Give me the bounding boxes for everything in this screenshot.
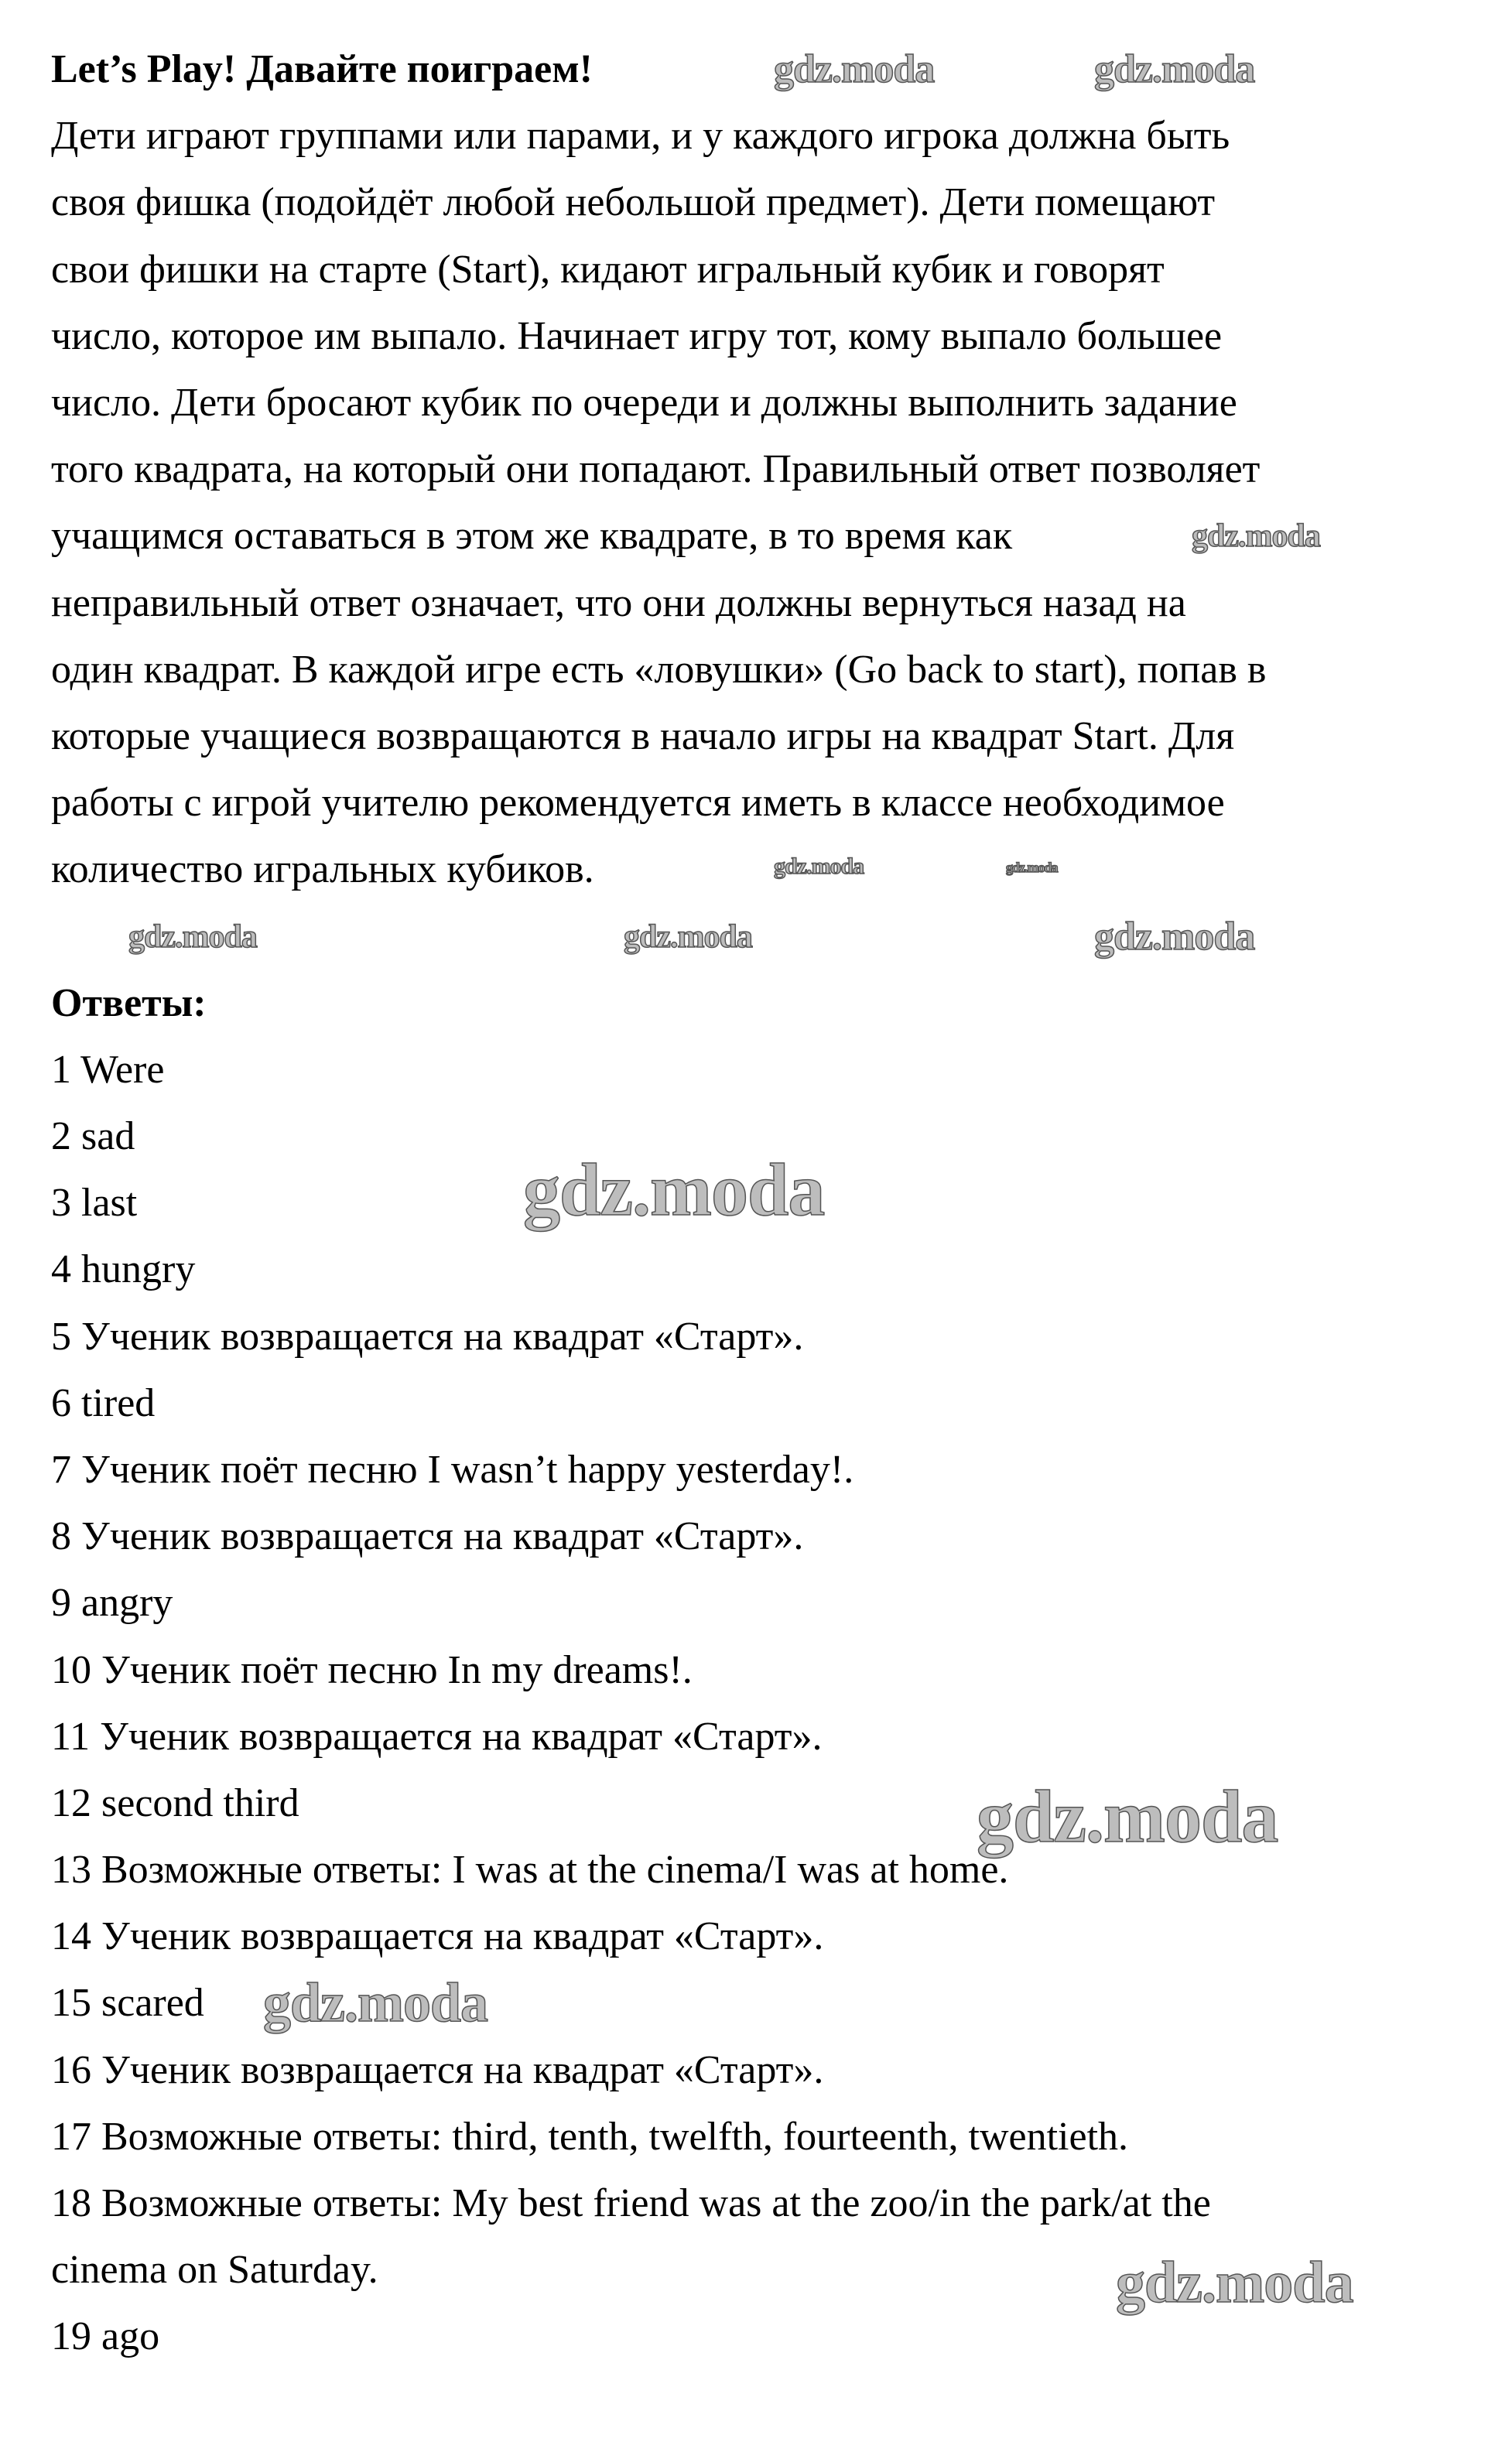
watermark: gdz.moda xyxy=(774,853,864,879)
intro-line: учащимся оставаться в этом же квадрате, в то время как xyxy=(51,514,1013,559)
watermark: gdz.moda xyxy=(128,919,257,955)
answer-item: 1 Were xyxy=(51,1047,165,1092)
answer-item: 7 Ученик поёт песню I wasn’t happy yesterday!. xyxy=(51,1447,854,1492)
intro-line: количество игральных кубиков. xyxy=(51,847,594,892)
answer-item: 5 Ученик возвращается на квадрат «Старт». xyxy=(51,1314,804,1359)
answers-heading: Ответы: xyxy=(51,980,207,1025)
intro-line: свои фишки на старте (Start), кидают игральный кубик и говорят xyxy=(51,247,1165,292)
intro-line: неправильный ответ означает, что они должны вернуться назад на xyxy=(51,580,1186,625)
page-title: Let’s Play! Давайте поиграем! xyxy=(51,47,593,91)
watermark: gdz.moda xyxy=(523,1148,825,1231)
answer-item: 8 Ученик возвращается на квадрат «Старт». xyxy=(51,1514,804,1559)
intro-line: работы с игрой учителю рекомендуется иметь в классе необходимое xyxy=(51,781,1225,826)
answers-list xyxy=(0,1037,1512,2371)
answer-item: 4 hungry xyxy=(51,1247,196,1292)
answer-item: 19 ago xyxy=(51,2314,160,2359)
answer-item: 15 scared xyxy=(51,1981,204,2026)
watermark: gdz.moda xyxy=(624,919,752,955)
watermark: gdz.moda xyxy=(1094,47,1255,91)
answer-item: 11 Ученик возвращается на квадрат «Старт». xyxy=(51,1714,823,1759)
intro-line: число. Дети бросают кубик по очереди и должны выполнить задание xyxy=(51,380,1237,425)
answer-item: 12 second third xyxy=(51,1780,299,1825)
answer-item: 10 Ученик поёт песню In my dreams!. xyxy=(51,1647,693,1692)
answer-item-continuation: cinema on Saturday. xyxy=(51,2248,378,2293)
intro-paragraph xyxy=(0,103,1512,903)
watermark: gdz.moda xyxy=(774,47,935,91)
answer-item: 9 angry xyxy=(51,1581,173,1626)
answer-item: 18 Возможные ответы: My best friend was at the zoo/in the park/at the xyxy=(51,2181,1211,2225)
watermark: gdz.moda xyxy=(977,1775,1278,1858)
intro-line: которые учащиеся возвращаются в начало игры на квадрат Start. Для xyxy=(51,713,1235,758)
watermark: gdz.moda xyxy=(1094,915,1255,959)
watermark: gdz.moda xyxy=(263,1972,488,2033)
intro-line: Дети играют группами или парами, и у каждого игрока должна быть xyxy=(51,114,1230,159)
answer-item: 3 last xyxy=(51,1181,138,1226)
intro-line: число, которое им выпало. Начинает игру тот, кому выпало большее xyxy=(51,313,1223,358)
answer-item: 2 sad xyxy=(51,1114,135,1158)
answer-item: 14 Ученик возвращается на квадрат «Старт». xyxy=(51,1914,824,1959)
answer-item: 6 tired xyxy=(51,1380,156,1425)
answer-item: 13 Возможные ответы: I was at the cinema/I was at home. xyxy=(51,1848,1009,1893)
answer-item: 16 Ученик возвращается на квадрат «Старт». xyxy=(51,2047,824,2092)
intro-line: своя фишка (подойдёт любой небольшой предмет). Дети помещают xyxy=(51,180,1216,225)
answer-item: 17 Возможные ответы: third, tenth, twelfth, fourteenth, twentieth. xyxy=(51,2114,1129,2159)
watermark: gdz.moda xyxy=(1116,2250,1353,2315)
intro-line: один квадрат. В каждой игре есть «ловушки» (Go back to start), попав в xyxy=(51,647,1267,692)
intro-line: того квадрата, на который они попадают. Правильный ответ позволяет xyxy=(51,447,1261,492)
blank-line xyxy=(51,903,59,970)
watermark: gdz.moda xyxy=(1006,860,1058,875)
watermark: gdz.moda xyxy=(1192,518,1320,554)
